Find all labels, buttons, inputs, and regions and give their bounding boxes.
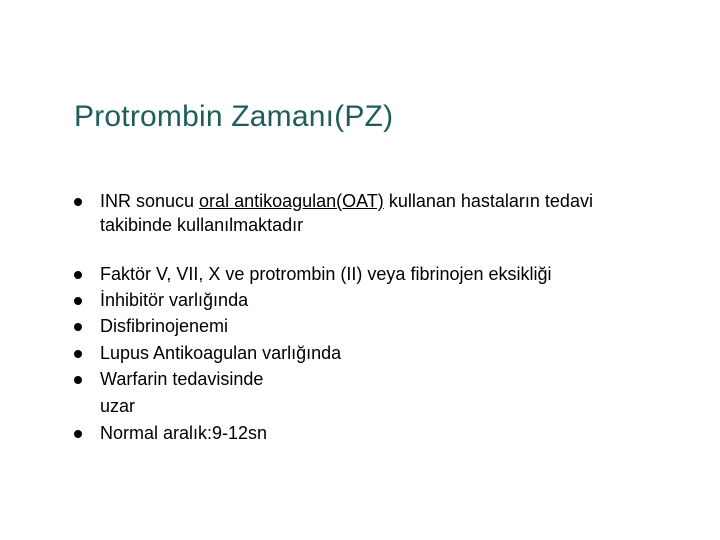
bullet-dot <box>74 323 82 331</box>
list-item <box>100 188 593 214</box>
oat-link-text: oral antikoagulan(OAT) <box>199 191 384 211</box>
bullet-text-prefix: INR sonucu <box>100 191 200 211</box>
list-item: İnhibitör varlığında <box>100 290 249 310</box>
bullet-dot <box>74 376 82 384</box>
bullet-dot <box>74 271 82 279</box>
list-item: Disfibrinojenemi <box>100 316 229 336</box>
bullet-dot <box>74 350 82 358</box>
list-item: Lupus Antikoagulan varlığında <box>100 343 342 363</box>
bullet-dot <box>74 198 82 206</box>
bullet-dot <box>74 430 82 438</box>
bullet-dot <box>74 297 82 305</box>
list-item: Faktör V, VII, X ve protrombin (II) veya fibrinojen eksikliği <box>100 264 552 284</box>
list-item-continuation: takibinde kullanılmaktadır <box>100 215 304 235</box>
list-item: Normal aralık:9-12sn <box>100 423 268 443</box>
list-item: Warfarin tedavisinde <box>100 369 264 389</box>
list-item-continuation: uzar <box>100 396 136 416</box>
bullet-text-suffix: kullanan hastaların tedavi <box>383 191 593 211</box>
slide-title: Protrombin Zamanı(PZ) <box>74 100 394 133</box>
